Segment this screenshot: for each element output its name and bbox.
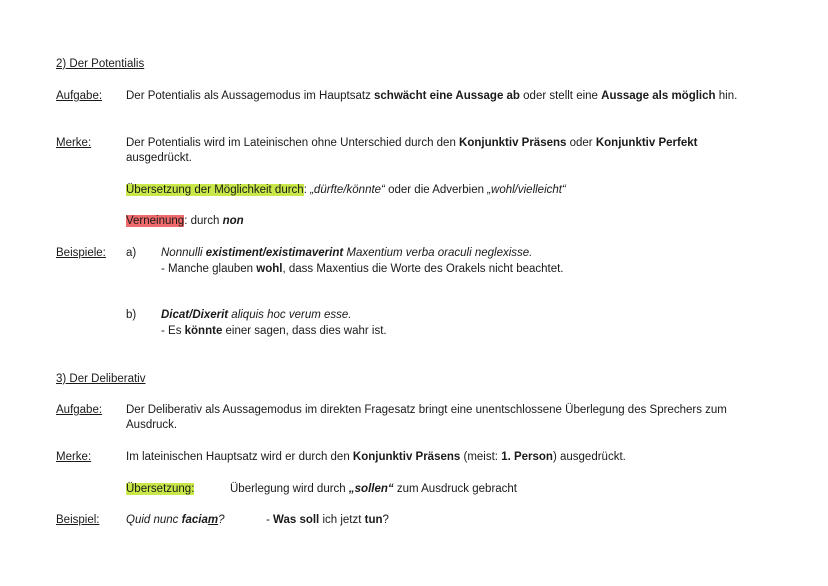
beispiel-label-deliberativ: Beispiel: — [56, 514, 100, 526]
merke-label-deliberativ: Merke: — [56, 451, 92, 463]
aufgabe-label-deliberativ: Aufgabe: — [56, 404, 103, 416]
beispiel-translation-deliberativ: - Was soll ich jetzt tun? — [266, 514, 389, 526]
merke-text-deliberativ: Im lateinischen Hauptsatz wird er durch den Konjunktiv Präsens (meist: 1. Person) ausgedrückt. — [126, 451, 626, 463]
section-heading-potentialis: 2) Der Potentialis — [56, 58, 145, 70]
example-b-translation: - Es könnte einer sagen, dass dies wahr ist. — [161, 325, 387, 337]
verneinung-line: Verneinung: durch non — [126, 215, 244, 227]
aufgabe-label: Aufgabe: — [56, 90, 103, 102]
uebersetzung-label-deliberativ: Übersetzung: — [126, 483, 195, 495]
merke-label: Merke: — [56, 137, 92, 149]
beispiel-latin-deliberativ: Quid nunc faciam? — [126, 514, 225, 526]
uebersetzung-moeglichkeit: Übersetzung der Möglichkeit durch: „dürfte/könnte“ oder die Adverbien „wohl/vielleicht“ — [126, 184, 566, 196]
beispiele-label: Beispiele: — [56, 247, 106, 259]
section-heading-deliberativ: 3) Der Deliberativ — [56, 373, 146, 385]
example-a-marker: a) — [126, 247, 137, 259]
example-b-marker: b) — [126, 309, 137, 321]
aufgabe-text-deliberativ: Der Deliberativ als Aussagemodus im direkten Fragesatz bringt eine unentschlossene Überlegung des Sprechers zum Ausdruck. — [126, 404, 727, 431]
example-b-latin: Dicat/Dixerit aliquis hoc verum esse. — [161, 309, 352, 321]
aufgabe-text: Der Potentialis als Aussagemodus im Hauptsatz schwächt eine Aussage ab oder stellt eine Aussage als möglich hin. — [126, 90, 738, 102]
example-a-translation: - Manche glauben wohl, dass Maxentius die Worte des Orakels nicht beachtet. — [161, 263, 564, 275]
merke-text: Der Potentialis wird im Lateinischen ohne Unterschied durch den Konjunktiv Präsens oder Konjunktiv Perfekt ausgedrückt. — [126, 137, 698, 164]
example-a-latin: Nonnulli existiment/existimaverint Maxentium verba oraculi neglexisse. — [161, 247, 533, 259]
uebersetzung-text-deliberativ: Überlegung wird durch „sollen“ zum Ausdruck gebracht — [230, 483, 518, 495]
